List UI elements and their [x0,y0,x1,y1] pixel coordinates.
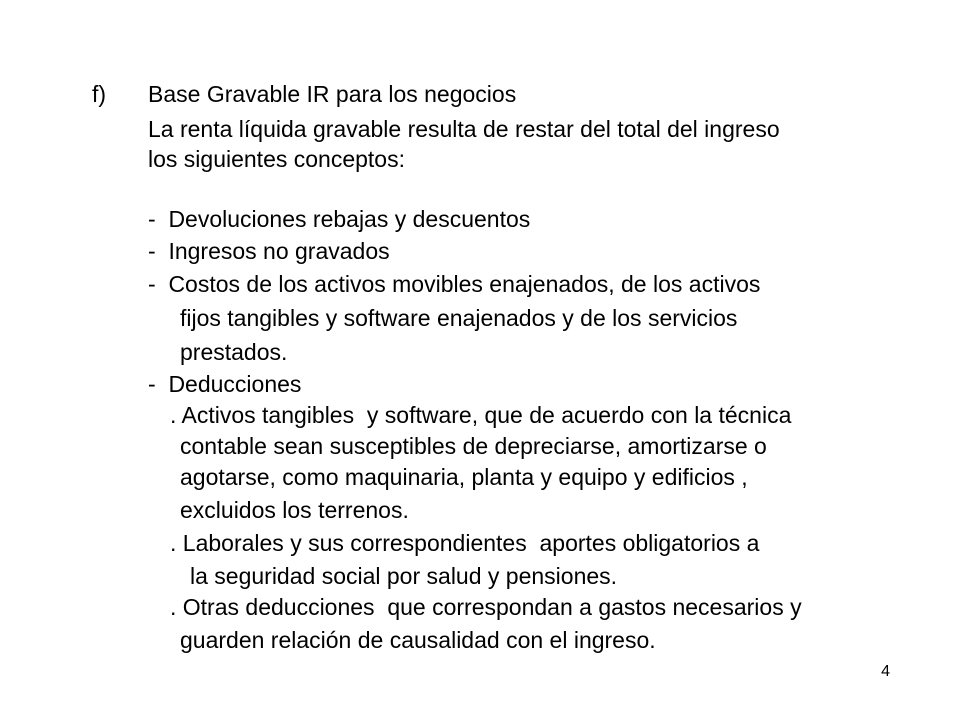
item-devoluciones: - Devoluciones rebajas y descuentos [148,206,531,232]
item-costos-cont-2: prestados. [180,339,288,365]
subitem-activos-cont-3: excluidos los terrenos. [180,497,409,523]
item-ingresos-no-gravados: - Ingresos no gravados [148,238,390,264]
intro-line-1: La renta líquida gravable resulta de restar del total del ingreso [148,116,780,142]
subitem-otras-cont: guarden relación de causalidad con el ingreso. [180,627,656,653]
item-costos-cont-1: fijos tangibles y software enajenados y de los servicios [180,305,738,331]
intro-line-2: los siguientes conceptos: [148,146,405,172]
list-marker: f) [92,81,107,107]
item-deducciones: - Deducciones [148,371,302,397]
item-costos: - Costos de los activos movibles enajenados, de los activos [148,271,761,297]
subitem-laborales-cont: la seguridad social por salud y pensiones. [190,563,618,589]
subitem-activos: . Activos tangibles y software, que de acuerdo con la técnica [170,402,792,428]
subitem-activos-cont-1: contable sean susceptibles de depreciarse, amortizarse o [180,433,767,459]
subitem-laborales: . Laborales y sus correspondientes aportes obligatorios a [170,530,760,556]
subitem-otras-deducciones: . Otras deducciones que correspondan a gastos necesarios y [170,594,802,620]
page-number: 4 [881,663,890,680]
slide-title: Base Gravable IR para los negocios [148,81,517,107]
subitem-activos-cont-2: agotarse, como maquinaria, planta y equipo y edificios , [180,464,748,490]
